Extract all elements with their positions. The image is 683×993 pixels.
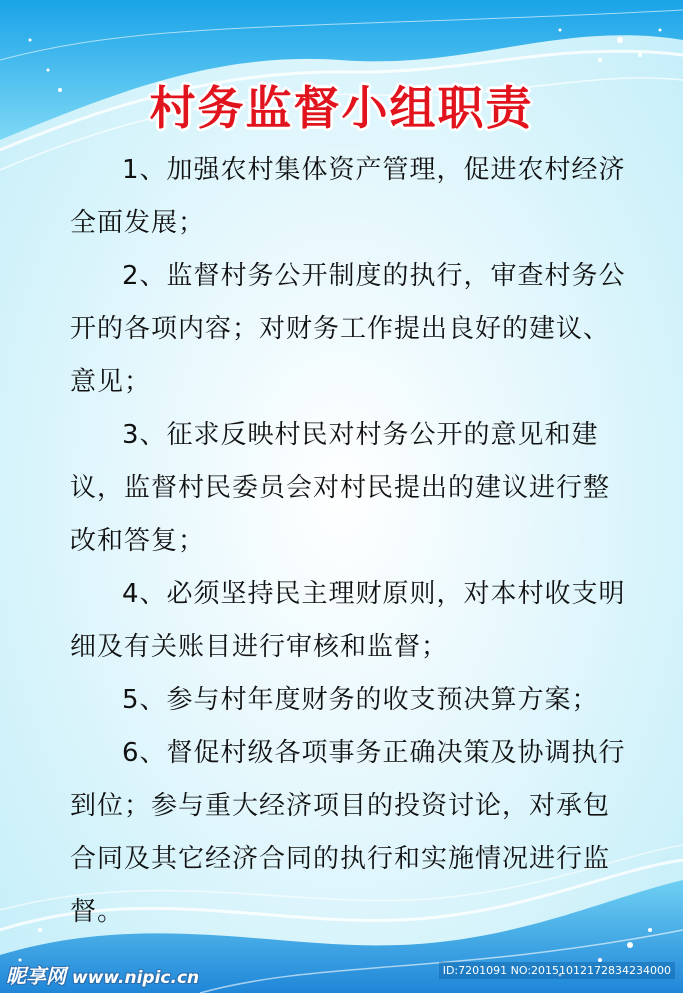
duty-item-1: 1、加强农村集体资产管理，促进农村经济全面发展； xyxy=(70,155,626,238)
duty-item-3: 3、征求反映村民对村务公开的意见和建议，监督村民委员会对村民提出的建议进行整改和答复； xyxy=(70,420,611,556)
duty-item-5: 5、参与村年度财务的收支预决算方案； xyxy=(122,685,599,715)
watermark-logo xyxy=(6,960,199,989)
watermark-id: ID:7201091 NO:20151012172834234000 xyxy=(439,962,675,979)
duties-list xyxy=(70,144,630,939)
poster-title: 村务监督小组职责 xyxy=(149,81,534,135)
duty-item-4: 4、必须坚持民主理财原则，对本村收支明细及有关账目进行审核和监督； xyxy=(70,579,626,662)
duty-item-2: 2、监督村务公开制度的执行，审查村务公开的各项内容；对财务工作提出良好的建议、意见； xyxy=(70,261,626,397)
watermark-url: www.nipic.cn xyxy=(72,968,200,988)
watermark-logo-text: 昵享网 xyxy=(6,964,66,988)
duty-item-6: 6、督促村级各项事务正确决策及协调执行到位；参与重大经济项目的投资讨论，对承包合同及其它经济合同的执行和实施情况进行监督。 xyxy=(70,738,626,927)
